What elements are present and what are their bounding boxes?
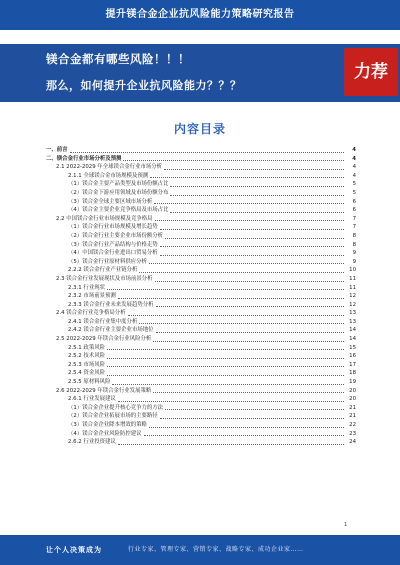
toc-entry-title: 2.4 镁合金行业竞争格局分析 bbox=[56, 310, 126, 317]
toc-leader-dots bbox=[153, 391, 344, 393]
toc-entry-page: 19 bbox=[349, 379, 356, 386]
toc-entry[interactable] bbox=[46, 232, 356, 241]
toc-entry-title: 2.1.1 全球镁合金市场规模及预测 bbox=[68, 172, 149, 179]
toc-leader-dots bbox=[165, 408, 344, 410]
toc-entry-page: 6 bbox=[352, 207, 356, 214]
toc-entry[interactable] bbox=[46, 241, 356, 250]
toc-entry[interactable] bbox=[46, 301, 356, 310]
toc-entry-page: 21 bbox=[349, 404, 356, 411]
toc-entry[interactable] bbox=[46, 206, 356, 215]
toc-entry-title: 2.6 2022-2029 年镁合金行业发展策略 bbox=[56, 387, 152, 394]
toc-entry[interactable] bbox=[46, 223, 356, 232]
toc-entry[interactable] bbox=[46, 352, 356, 361]
toc-entry-title: （3）镁合金企业降本增效的策略 bbox=[68, 422, 147, 428]
toc-entry[interactable] bbox=[46, 369, 356, 378]
toc-entry-title: 2.5.4 资金风险 bbox=[68, 370, 105, 377]
toc-leader-dots bbox=[160, 417, 344, 419]
toc-entry-title: （2）镁合金行业主要企业市场份额分析 bbox=[68, 232, 164, 239]
recommend-badge: 力荐 bbox=[344, 48, 398, 96]
toc-entry-page: 16 bbox=[349, 353, 356, 360]
toc-entry[interactable] bbox=[46, 430, 356, 439]
toc-entry-title: 2.5.1 政策风险 bbox=[68, 344, 105, 351]
toc-entry-title: （3）镁合金全球主要区域市场分析 bbox=[68, 198, 153, 205]
toc-leader-dots bbox=[164, 168, 344, 170]
toc-leader-dots bbox=[70, 151, 344, 153]
toc-entry-page: 8 bbox=[352, 241, 356, 248]
toc-leader-dots bbox=[118, 443, 344, 445]
toc-entry[interactable] bbox=[46, 404, 356, 413]
toc-entry-title: 二、镁合金行业市场分析及预测 bbox=[46, 155, 122, 162]
table-of-contents bbox=[46, 146, 356, 447]
toc-leader-dots bbox=[118, 297, 344, 299]
toc-entry[interactable] bbox=[46, 318, 356, 327]
top-banner bbox=[0, 0, 400, 30]
toc-entry[interactable] bbox=[46, 258, 356, 267]
toc-entry[interactable] bbox=[46, 249, 356, 258]
toc-entry-page: 20 bbox=[349, 387, 356, 394]
toc-leader-dots bbox=[107, 348, 344, 350]
toc-leader-dots bbox=[107, 288, 344, 290]
toc-entry-title: 2.2.2 镁合金行业产业链分析 bbox=[68, 267, 138, 274]
toc-entry-title: 2.4.1 镁合金行业集中度分析 bbox=[68, 318, 138, 325]
toc-entry[interactable] bbox=[46, 438, 356, 447]
toc-entry-page: 10 bbox=[349, 267, 356, 274]
toc-leader-dots bbox=[170, 211, 344, 213]
toc-entry-page: 23 bbox=[349, 430, 356, 437]
toc-entry-page: 24 bbox=[349, 439, 356, 446]
toc-entry-page: 9 bbox=[352, 250, 356, 257]
toc-entry-page: 6 bbox=[352, 198, 356, 205]
toc-entry-title: 2.1 2022-2029 年全球镁合金行业市场分析 bbox=[56, 164, 163, 171]
toc-entry-page: 14 bbox=[349, 336, 356, 343]
toc-entry-page: 4 bbox=[352, 155, 356, 162]
toc-entry-title: 2.2 中国镁合金行业市场规模及竞争格局 bbox=[56, 215, 153, 222]
toc-entry[interactable] bbox=[46, 198, 356, 207]
toc-leader-dots bbox=[112, 383, 344, 385]
toc-entry-title: 2.4.2 镁合金行业主要企业市场地位 bbox=[68, 327, 154, 334]
toc-entry[interactable] bbox=[46, 163, 356, 172]
footer-bar bbox=[0, 535, 400, 565]
hero-banner bbox=[0, 44, 400, 102]
toc-entry[interactable] bbox=[46, 146, 356, 155]
toc-entry-page: 12 bbox=[349, 301, 356, 308]
toc-entry-page: 15 bbox=[349, 344, 356, 351]
toc-entry-title: （5）镁合金行业原材料供应分析 bbox=[68, 258, 147, 265]
toc-entry-title: （2）镁合金企业拓展市场的主要路径 bbox=[68, 413, 158, 420]
toc-entry-page: 4 bbox=[352, 172, 356, 179]
toc-leader-dots bbox=[123, 159, 344, 161]
toc-leader-dots bbox=[160, 228, 344, 230]
toc-entry-title: 2.6.2 行业投资建议 bbox=[68, 439, 116, 446]
toc-leader-dots bbox=[155, 280, 344, 282]
toc-entry[interactable] bbox=[46, 172, 356, 181]
toc-entry-title: （2）镁合金下游应用领域及市场份额分布 bbox=[68, 189, 169, 196]
hero-subtitle: 那么，如何提升企业抗风险能力？？？ bbox=[46, 79, 242, 92]
toc-entry[interactable] bbox=[46, 326, 356, 335]
toc-entry-title: 2.3.1 行业现状 bbox=[68, 284, 105, 291]
toc-leader-dots bbox=[118, 400, 344, 402]
toc-entry[interactable] bbox=[46, 266, 356, 275]
toc-entry-title: 2.6.1 行业发展建议 bbox=[68, 396, 116, 403]
banner-title: 提升镁合金企业抗风险能力策略研究报告 bbox=[105, 9, 295, 20]
toc-entry[interactable] bbox=[46, 335, 356, 344]
toc-leader-dots bbox=[149, 426, 344, 428]
toc-entry-page: 7 bbox=[352, 215, 356, 222]
toc-leader-dots bbox=[155, 219, 344, 221]
toc-entry[interactable] bbox=[46, 378, 356, 387]
toc-entry-title: （4）镁合金企业风险防控建议 bbox=[68, 430, 142, 437]
toc-entry-page: 22 bbox=[349, 422, 356, 428]
toc-entry-title: 2.3 镁合金行业发展现状及市场前景分析 bbox=[56, 275, 153, 282]
toc-leader-dots bbox=[149, 262, 344, 264]
toc-entry-page: 5 bbox=[352, 181, 356, 188]
toc-entry[interactable] bbox=[46, 344, 356, 353]
toc-entry-title: 2.5.3 市场风险 bbox=[68, 361, 105, 368]
toc-entry[interactable] bbox=[46, 387, 356, 396]
toc-leader-dots bbox=[139, 271, 344, 273]
toc-entry[interactable] bbox=[46, 284, 356, 293]
toc-leader-dots bbox=[128, 314, 344, 316]
toc-entry[interactable] bbox=[46, 361, 356, 370]
toc-entry[interactable] bbox=[46, 180, 356, 189]
toc-leader-dots bbox=[150, 176, 344, 178]
toc-heading: 内容目录 bbox=[173, 122, 226, 136]
toc-leader-dots bbox=[160, 245, 344, 247]
toc-entry[interactable] bbox=[46, 275, 356, 284]
toc-entry-page: 18 bbox=[349, 370, 356, 377]
toc-leader-dots bbox=[107, 365, 344, 367]
toc-entry-title: （1）镁合金行业市场规模及增长趋势 bbox=[68, 224, 158, 231]
toc-leader-dots bbox=[170, 194, 344, 196]
toc-entry-page: 13 bbox=[349, 318, 356, 325]
hero-title: 镁合金都有哪些风险！！！ bbox=[46, 52, 190, 66]
toc-entry-page: 4 bbox=[352, 147, 356, 153]
toc-entry[interactable] bbox=[46, 189, 356, 198]
toc-leader-dots bbox=[139, 322, 344, 324]
toc-leader-dots bbox=[153, 340, 344, 342]
toc-entry-title: 2.5 2022-2029 年镁合金行业风险分析 bbox=[56, 336, 152, 343]
toc-leader-dots bbox=[170, 185, 344, 187]
toc-entry-title: 2.3.2 市场前景预测 bbox=[68, 293, 116, 300]
toc-leader-dots bbox=[107, 357, 344, 359]
toc-entry[interactable] bbox=[46, 309, 356, 318]
toc-entry-title: 一、前言 bbox=[46, 147, 68, 153]
toc-entry-title: 2.3.3 镁合金行业未来发展趋势分析 bbox=[68, 301, 154, 308]
footer-slogan: 让个人决策成为 bbox=[46, 546, 102, 554]
toc-entry-title: 2.5.2 技术风险 bbox=[68, 353, 105, 360]
toc-entry[interactable] bbox=[46, 395, 356, 404]
toc-entry-page: 9 bbox=[352, 258, 356, 265]
toc-leader-dots bbox=[107, 374, 344, 376]
toc-leader-dots bbox=[144, 434, 344, 436]
toc-entry-title: （4）中国镁合金行业进出口贸易分析 bbox=[68, 250, 158, 257]
toc-leader-dots bbox=[156, 331, 344, 333]
toc-entry[interactable] bbox=[46, 155, 356, 164]
toc-entry-page: 20 bbox=[349, 396, 356, 403]
toc-entry-title: （1）镁合金企业提升核心竞争力的方法 bbox=[68, 404, 164, 411]
toc-entry-page: 4 bbox=[352, 164, 356, 171]
toc-entry-title: （4）镁合金主要企业竞争格局及市场占比 bbox=[68, 207, 169, 214]
toc-entry-title: （1）镁合金主要产品类型及市场份额占比 bbox=[68, 181, 169, 188]
toc-leader-dots bbox=[156, 305, 344, 307]
toc-entry[interactable] bbox=[46, 412, 356, 421]
toc-entry-page: 8 bbox=[352, 232, 356, 239]
toc-entry[interactable] bbox=[46, 215, 356, 224]
footer-tagline: 行业专家、管理专家、营销专家、战略专家、成功企业家…… bbox=[128, 546, 304, 553]
toc-entry-page: 5 bbox=[352, 189, 356, 196]
toc-entry-page: 7 bbox=[352, 224, 356, 231]
page-number: 1 bbox=[344, 522, 348, 528]
toc-entry[interactable] bbox=[46, 421, 356, 430]
toc-leader-dots bbox=[165, 237, 344, 239]
toc-entry-page: 11 bbox=[349, 275, 356, 282]
toc-entry-page: 13 bbox=[349, 310, 356, 317]
toc-entry-page: 14 bbox=[349, 327, 356, 334]
toc-entry-title: （3）镁合金行业产品结构与价格走势 bbox=[68, 241, 158, 248]
toc-entry-title: 2.5.5 原材料风险 bbox=[68, 379, 111, 386]
toc-entry-page: 21 bbox=[349, 413, 356, 420]
toc-entry-page: 11 bbox=[349, 284, 356, 291]
toc-entry-page: 12 bbox=[349, 293, 356, 300]
toc-leader-dots bbox=[154, 202, 344, 204]
toc-entry[interactable] bbox=[46, 292, 356, 301]
toc-leader-dots bbox=[160, 254, 344, 256]
toc-entry-page: 17 bbox=[349, 361, 356, 368]
